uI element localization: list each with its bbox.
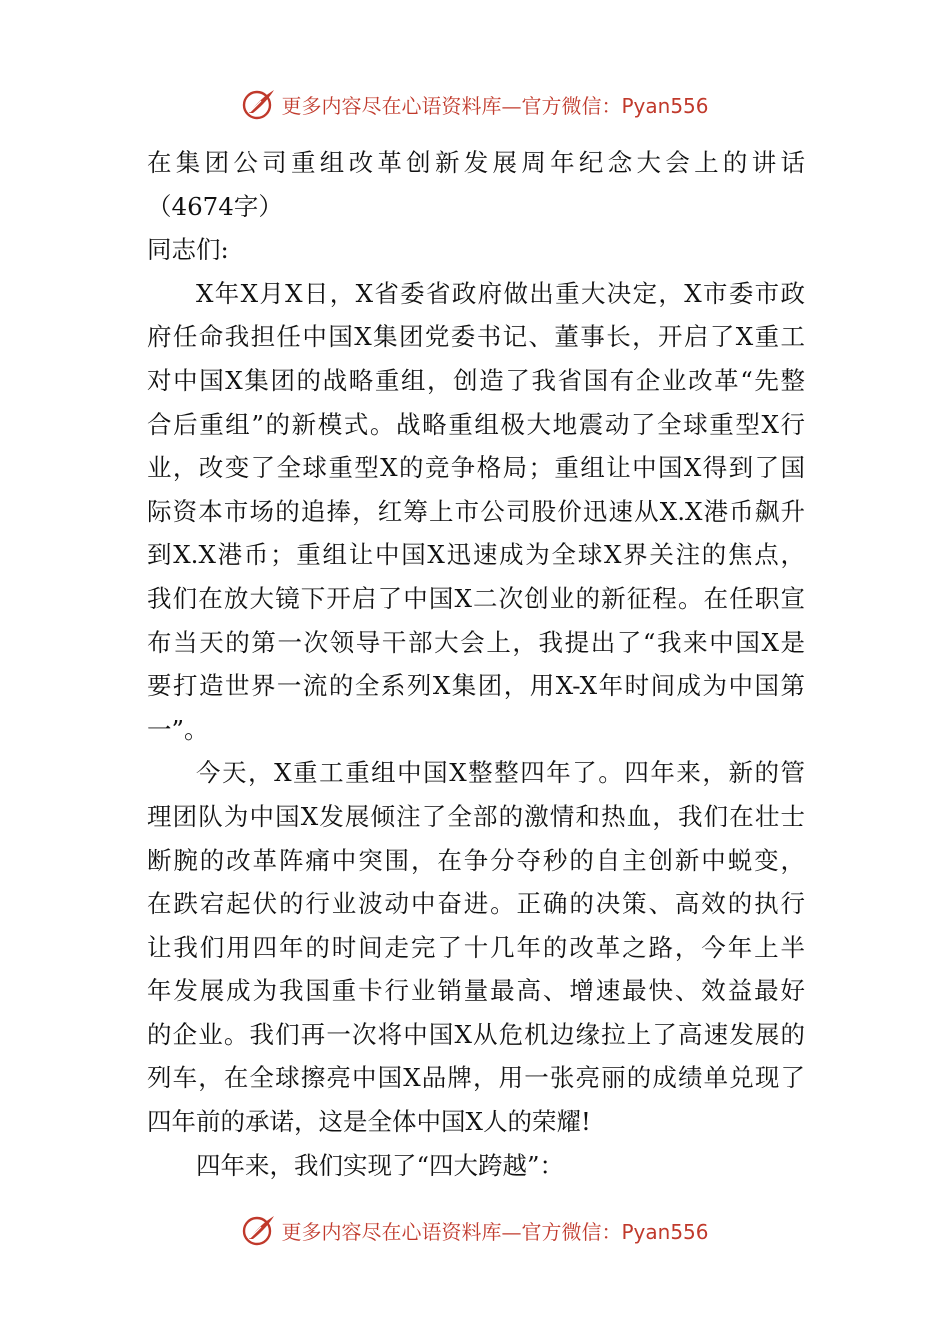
text-line: 合后重组”的新模式。战略重组极大地震动了全球重型X行 [147,409,805,439]
text-line: 的企业。我们再一次将中国X从危机边缘拉上了高速发展的 [147,1019,805,1049]
text-line: 布当天的第一次领导干部大会上，我提出了“我来中国X是 [147,627,805,657]
text-line: 际资本市场的追捧，红筹上市公司股价迅速从X.X港币飙升 [147,496,805,526]
text-line: X年X月X日，X省委省政府做出重大决定，X市委市政 [196,278,805,308]
text-line: 到X.X港币；重组让中国X迅速成为全球X界关注的焦点， [147,540,805,570]
banner-text: 更多内容尽在心语资料库—官方微信：Pyan556 [281,93,709,118]
text-line: 对中国X集团的战略重组，创造了我省国有企业改革“先整 [147,365,805,395]
text-line: 一”。 [147,714,209,744]
quill-logo-icon [241,86,277,122]
banner-text: 更多内容尽在心语资料库—官方微信：Pyan556 [281,1219,709,1244]
text-line: 今天，X重工重组中国X整整四年了。四年来，新的管 [196,758,805,788]
speech-body [147,141,805,1187]
text-line: 年发展成为我国重卡行业销量最高、增速最快、效益最好 [147,976,805,1006]
wechat-id: Pyan556 [621,93,709,118]
header-banner [0,84,950,124]
quill-logo-icon [241,1212,277,1248]
text-line: 四年来，我们实现了“四大跨越”： [196,1150,565,1180]
text-line: 四年前的承诺，这是全体中国X人的荣耀! [147,1107,591,1137]
text-line: 府任命我担任中国X集团党委书记、董事长，开启了X重工 [147,322,805,352]
footer-banner [0,1210,950,1250]
word-count: （4674字） [147,191,283,221]
wechat-id: Pyan556 [621,1219,709,1244]
text-line: 列车，在全球擦亮中国X品牌，用一张亮丽的成绩单兑现了 [147,1063,805,1093]
text-line: 我们在放大镜下开启了中国X二次创业的新征程。在任职宣 [147,583,805,613]
text-line: 理团队为中国X发展倾注了全部的激情和热血，我们在壮士 [147,801,805,831]
text-line: 要打造世界一流的全系列X集团，用X-X年时间成为中国第 [147,671,805,701]
text-line: 让我们用四年的时间走完了十几年的改革之路，今年上半 [147,932,805,962]
text-line: 业，改变了全球重型X的竞争格局；重组让中国X得到了国 [147,453,805,483]
text-line: 在跌宕起伏的行业波动中奋进。正确的决策、高效的执行 [147,889,805,919]
text-line: 断腕的改革阵痛中突围，在争分夺秒的自主创新中蜕变， [147,845,805,875]
text-line: 同志们: [147,235,229,265]
speech-title: 在集团公司重组改革创新发展周年纪念大会上的讲话 [147,148,805,177]
